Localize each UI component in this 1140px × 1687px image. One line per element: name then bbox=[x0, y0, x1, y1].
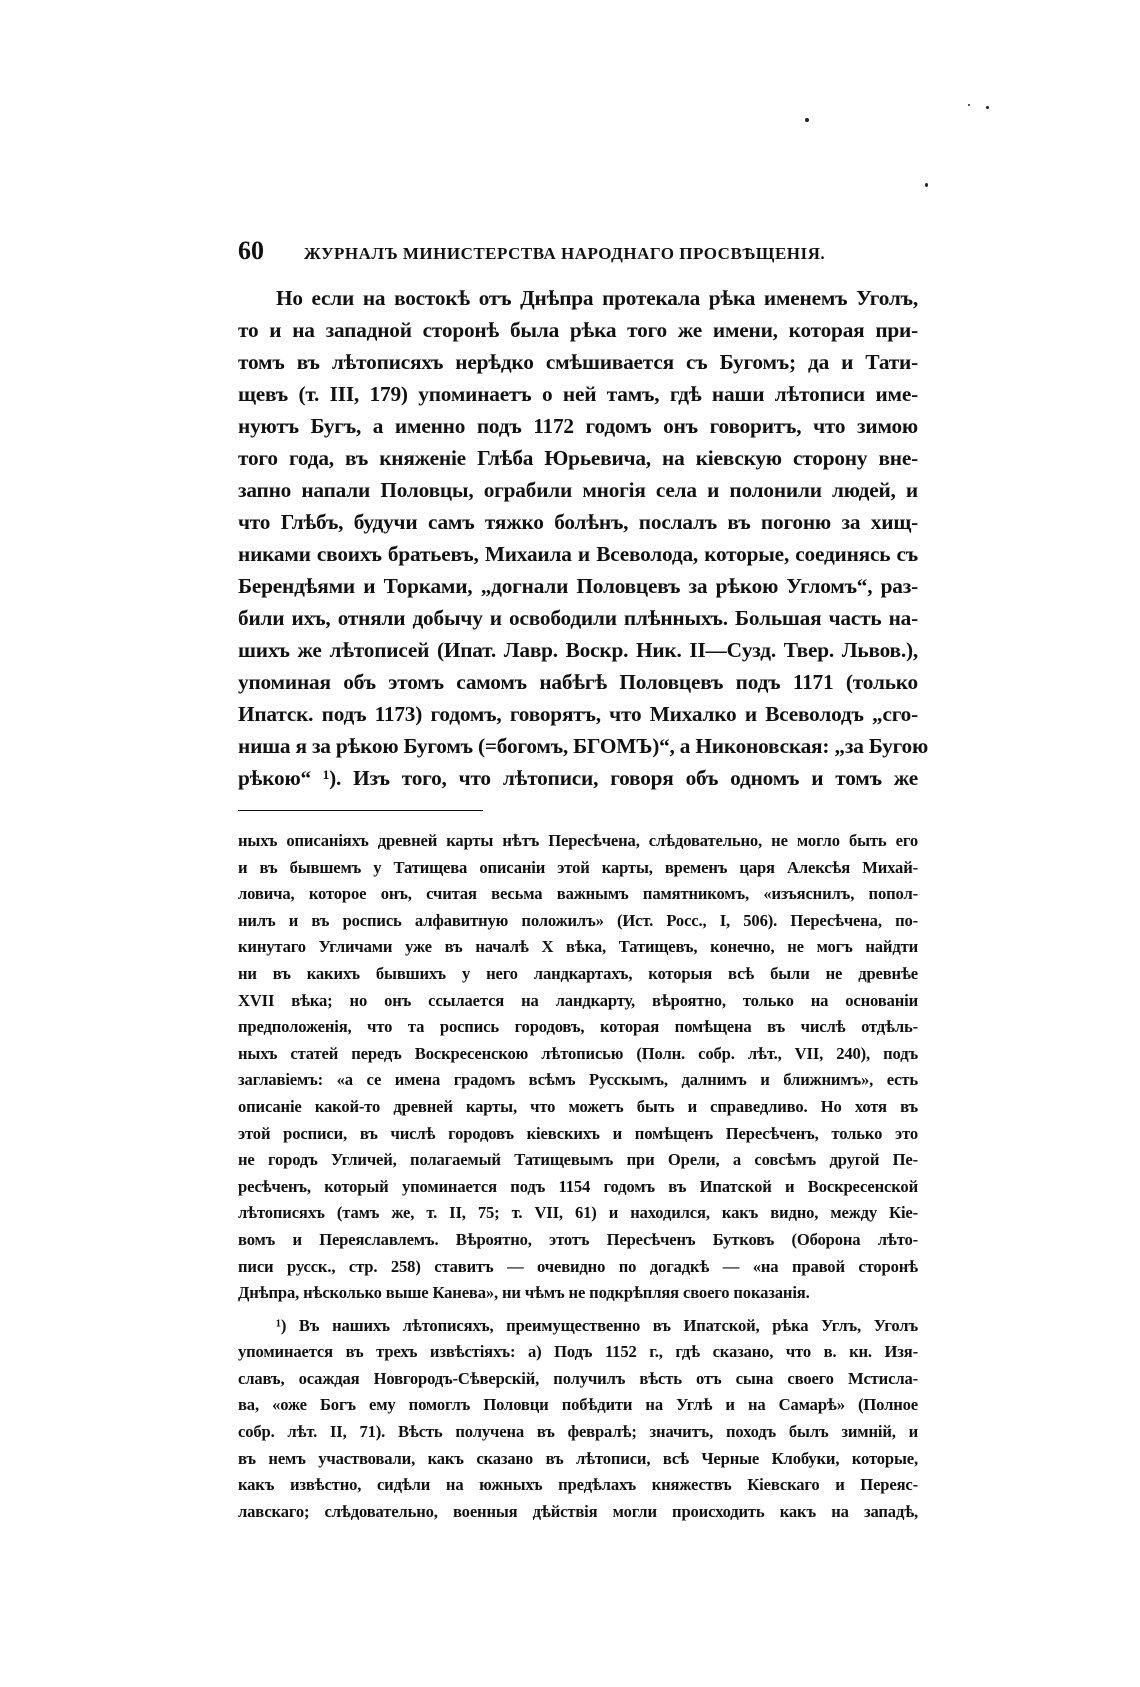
footnote-line: Днѣпра, нѣсколько выше Канева», ни чѣмъ не подкрѣпляя своего показанія. bbox=[238, 1283, 810, 1303]
running-title: ЖУРНАЛЪ МИНИСТЕРСТВА НАРОДНАГО ПРОСВѢЩЕНІЯ. bbox=[304, 244, 826, 263]
footnote-line: ловича, которое онъ, считая весьма важнымъ памятникомъ, «изъяснилъ, попол- bbox=[238, 884, 918, 904]
page-header bbox=[238, 236, 918, 268]
footnote-1-line: славъ, осаждая Новгородъ-Сѣверскій, получилъ вѣсть отъ сына своего Мстисла- bbox=[238, 1368, 918, 1388]
main-text bbox=[238, 282, 929, 794]
text-line: Берендѣями и Торками, „догнали Половцевъ за рѣкою Угломъ“, раз- bbox=[238, 574, 918, 598]
footnote-line: ресѣченъ, который упоминается подъ 1154 годомъ въ Ипатской и Воскресенской bbox=[238, 1176, 918, 1196]
footnote-1-line: лавскаго; слѣдовательно, военныя дѣйствія могли происходить какъ на западѣ, bbox=[238, 1501, 918, 1521]
text-line: что Глѣбъ, будучи самъ тяжко болѣнъ, послалъ въ погоню за хищ- bbox=[238, 510, 918, 534]
footnote-1-line: собр. лѣт. II, 71). Вѣсть получена въ февралѣ; значитъ, походъ былъ зимній, и bbox=[238, 1422, 918, 1442]
footnote-line: не городъ Угличей, полагаемый Татищевымъ при Орели, а совсѣмъ другой Пе- bbox=[238, 1150, 918, 1170]
text-line: никами своихъ братьевъ, Михаила и Всеволода, которые, соединясь съ bbox=[238, 542, 918, 566]
footnote-1-line: въ немъ участвовали, какъ сказано въ лѣтописи, всѣ Черные Клобуки, которые, bbox=[238, 1448, 918, 1468]
footnote-line: нилъ и въ роспись алфавитную положилъ» (Ист. Росс., I, 506). Пересѣчена, по- bbox=[238, 910, 918, 930]
scan-speck bbox=[925, 183, 928, 187]
footnote-line: ныхъ статей передъ Воскресенскою лѣтописью (Полн. собр. лѣт., VII, 240), подъ bbox=[238, 1043, 918, 1063]
footnote-1-line: ва, «оже Богъ ему помоглъ Половци побѣдити на Углѣ и на Самарѣ» (Полное bbox=[238, 1395, 918, 1415]
footnote-line: кинутаго Угличами уже въ началѣ X вѣка, Татищевъ, конечно, не могъ найдти bbox=[238, 937, 918, 957]
scan-speck bbox=[986, 106, 989, 109]
page-number: 60 bbox=[238, 236, 264, 265]
footnote-line: этой росписи, въ числѣ городовъ кіевскихъ и помѣщенъ Пересѣченъ, только это bbox=[238, 1123, 918, 1143]
text-line: томъ въ лѣтописяхъ нерѣдко смѣшивается съ Бугомъ; да и Тати- bbox=[238, 350, 918, 374]
text-line: Ипатск. подъ 1173) годомъ, говорятъ, что Михалко и Всеволодъ „сго- bbox=[238, 702, 918, 726]
footnote-line: описаніе какой-то древней карты, что можетъ быть и справедливо. Но хотя въ bbox=[238, 1096, 918, 1116]
scan-speck bbox=[805, 118, 809, 122]
footnote-line: XVII вѣка; но онъ ссылается на ландкарту, вѣроятно, только на основаніи bbox=[238, 990, 918, 1010]
text-line: ниша я за рѣкою Бугомъ (=богомъ, БГОМЪ)“, а Никоновская: „за Бугою bbox=[238, 734, 929, 758]
footnote-separator bbox=[238, 810, 483, 811]
text-line: упоминая объ этомъ самомъ набѣгѣ Половцевъ подъ 1171 (только bbox=[238, 670, 918, 694]
footnote-line: ни въ какихъ бывшихъ у него ландкартахъ, которыя всѣ были не древнѣе bbox=[238, 963, 918, 983]
footnote-line: лѣтописяхъ (тамъ же, т. II, 75; т. VII, 61) и находился, какъ видно, между Кіе- bbox=[238, 1203, 918, 1223]
footnote-line: заглавіемъ: «а се имена градомъ всѣмъ Русскымъ, далнимъ и ближнимъ», есть bbox=[238, 1070, 918, 1090]
text-line: запно напали Половцы, ограбили многія села и полонили людей, и bbox=[238, 478, 918, 502]
text-line: то и на западной сторонѣ была рѣка того же имени, которая при- bbox=[238, 318, 918, 342]
footnote-line: и въ бывшемъ у Татищева описаніи этой карты, временъ царя Алексѣя Михай- bbox=[238, 857, 918, 877]
text-line: щевъ (т. III, 179) упоминаетъ о ней тамъ, гдѣ наши лѣтописи име- bbox=[238, 382, 918, 406]
footnote-line: писи русск., стр. 258) ставитъ — очевидно по догадкѣ — «на правой сторонѣ bbox=[238, 1256, 918, 1276]
footnotes bbox=[238, 828, 918, 1525]
text-line: рѣкою“ ¹). Изъ того, что лѣтописи, говоря объ одномъ и томъ же bbox=[238, 766, 918, 790]
text-line: нуютъ Бугъ, а именно подъ 1172 годомъ онъ говоритъ, что зимою bbox=[238, 414, 918, 438]
footnote-line: ныхъ описаніяхъ древней карты нѣтъ Пересѣчена, слѣдовательно, не могло быть его bbox=[238, 831, 918, 850]
footnote-1-line: ¹) Въ нашихъ лѣтописяхъ, преимущественно въ Ипатской, рѣка Углъ, Уголъ bbox=[276, 1315, 918, 1335]
text-line: шихъ же лѣтописей (Ипат. Лавр. Воскр. Ник. II—Cузд. Твер. Львов.), bbox=[238, 638, 918, 662]
footnote-1-line: упоминается въ трехъ извѣстіяхъ: а) Подъ 1152 г., гдѣ сказано, что в. кн. Изя- bbox=[238, 1342, 918, 1362]
text-line: того года, въ княженіе Глѣба Юрьевича, на кіевскую сторону вне- bbox=[238, 446, 918, 470]
text-line: Но если на востокѣ отъ Днѣпра протекала рѣка именемъ Уголъ, bbox=[276, 286, 918, 310]
footnote-line: предположенія, что та роспись городовъ, которая помѣщена въ числѣ отдѣль- bbox=[238, 1017, 918, 1037]
text-line: били ихъ, отняли добычу и освободили плѣнныхъ. Большая часть на- bbox=[238, 606, 918, 630]
footnote-1-line: какъ извѣстно, сидѣли на южныхъ предѣлахъ княжествъ Кіевскаго и Переяс- bbox=[238, 1475, 918, 1495]
scan-speck bbox=[968, 104, 970, 106]
footnote-line: вомъ и Переяславлемъ. Вѣроятно, этотъ Пересѣченъ Бутковъ (Оборона лѣто- bbox=[238, 1229, 918, 1249]
